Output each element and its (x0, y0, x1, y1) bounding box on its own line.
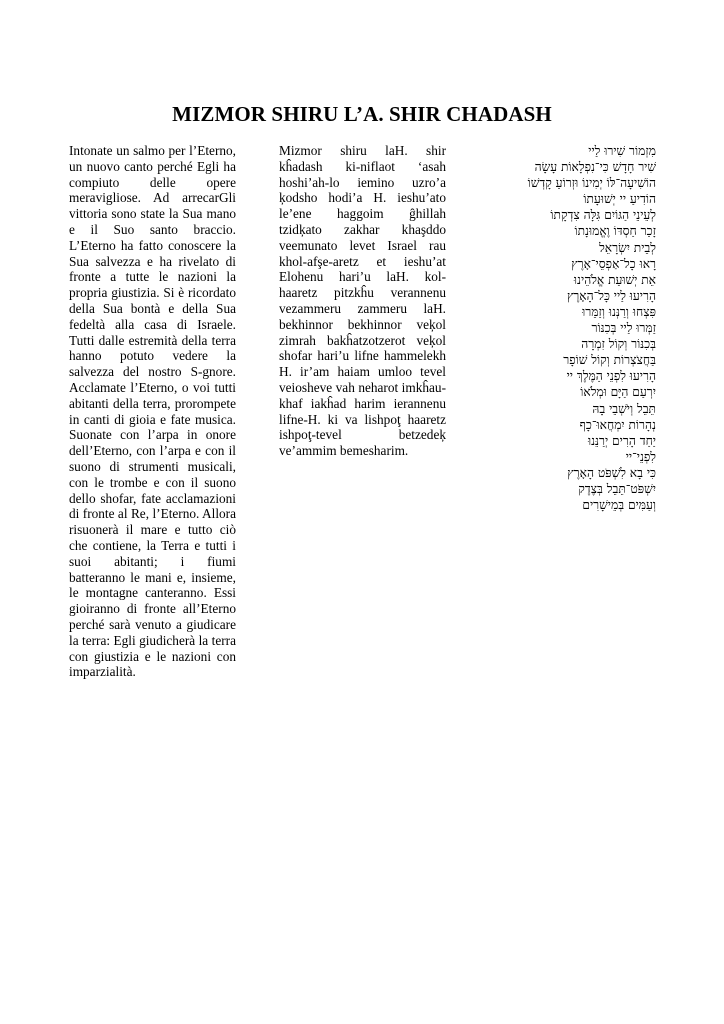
hebrew-line: בְּכִנּוֹר וְקוֹל זִמְרָה (581, 337, 656, 352)
hebrew-line: יִשְׁפֹּט־תֵּבֵל בְּצֶדֶק (578, 481, 656, 496)
transliteration-text: Mizmor shiru laH. shir kĥadash ki-niflaot ‘asah hoshi’ah-lo iemino uzro’a ķodsho hodi’a H. ieshu’ato le’ene haggoim ĝhillah tzidķato zakhar khaşddo veemunato levet Israel rau khol-afşe-aretz et ieshu’at Elohenu hari’u laH. kol-haaretz pitzkĥu verannenu vezammeru zammeru laH. bekhinnor bekhinnor veķol zimrah bakĥatzotzerot veķol shofar hari’u lifne hammelekh H. ir’am haiam umloo tevel veiosheve vah neharot imkĥau-khaf iakĥad harim ierannenu lifne-H. ki va lishpoţ haaretz ishpoţ-tevel betzedeķ ve’ammim bemesharim. (279, 143, 446, 459)
hebrew-line: שִׁיר חָדָשׁ כִּי־נִפְלָאוֹת עָשָׂה (534, 160, 656, 175)
page-title: MIZMOR SHIRU L’A. SHIR CHADASH (172, 102, 552, 127)
hebrew-line: נְהָרוֹת יִמְחֲאוּ־כָף (579, 417, 656, 432)
hebrew-line: לְבֵית יִשְׂרָאֵל (599, 240, 656, 255)
hebrew-line: לִפְנֵי־יי (625, 449, 656, 464)
hebrew-line: פִּצְחוּ וְרַנְּנוּ וְזַמֵּרוּ (582, 304, 656, 319)
transliteration-column (279, 143, 446, 459)
hebrew-text-column (484, 143, 656, 513)
hebrew-line: הָרִיעוּ לַיי כָּל־הָאָרֶץ (566, 288, 656, 303)
hebrew-line: רָאוּ כָל־אַפְסֵי־אָרֶץ (571, 256, 656, 271)
hebrew-line: הוֹשִׁיעָה־לּוֹ יְמִינוֹ וּזְרוֹעַ קָדְשׁוֹ (527, 176, 656, 191)
hebrew-line: תֵּבֵל וְיֹשְׁבֵי בָהּ (592, 401, 656, 416)
hebrew-line: הוֹדִיעַ יי יְשׁוּעָתוֹ (583, 192, 656, 207)
hebrew-line: זָכַר חַסְדּוֹ וֶאֱמוּנָתוֹ (574, 224, 656, 239)
hebrew-line: בַּחֲצֹצְרוֹת וְקוֹל שׁוֹפָר (563, 353, 656, 368)
hebrew-line: מִזְמוֹר שִׁירוּ לַיי (588, 144, 656, 158)
hebrew-line: הָרִיעוּ לִפְנֵי הַמֶּלֶךְ יי (566, 369, 656, 384)
hebrew-line: וְעַמִּים בְּמֵישָׁרִים (582, 498, 656, 513)
hebrew-line: כִּי בָא לִשְׁפֹּט הָאָרֶץ (567, 465, 656, 480)
hebrew-line: לְעֵינֵי הַגּוֹיִם גִּלָּה צִדְקָתוֹ (550, 208, 656, 223)
hebrew-line: יַחַד הָרִים יְרַנֵּנוּ (587, 433, 656, 448)
italian-text: Intonate un salmo per l’Eterno, un nuovo canto perché Egli ha compiuto delle opere meravigliose. Ad arrecarGli vittoria sono state la Sua mano e il Suo santo braccio. L’Eterno ha fatto conoscere la Sua salvezza e ha rivelato di fronte a tutte le nazioni la propria giustizia. Si è ricordato della Sua bontà e della Sua fedeltà alla casa di Israele. Tutti dalle estremità della terra hanno potuto vedere la salvezza del nostro S-gnore. Acclamate l’Eterno, o voi tutti abitanti della terra, prorompete in canti di gioia e fate musica. Suonate con l’arpa in onore dell’Eterno, con l’arpa e con il suono di strumenti musicali, con le trombe e con il suono dello shofar, fate acclamazioni di fronte al Re, l’Eterno. Allora risuonerà il mare e tutto ciò che contiene, la Terra e tutti i suoi abitanti; i fiumi batteranno le mani e, insieme, le montagne canteranno. Essi gioiranno di fronte all’Eterno perché sarà venuto a giudicare la terra: Egli giudicherà la terra con giustizia e le nazioni con imparzialità. (69, 143, 236, 680)
hebrew-line: יִרְעַם הַיָּם וּמְלֹאוֹ (580, 385, 656, 400)
hebrew-line: זַמְּרוּ לַיי בְּכִנּוֹר (591, 321, 656, 336)
hebrew-line: אֵת יְשׁוּעַת אֱלֹהֵינוּ (573, 272, 656, 287)
italian-translation-column (69, 143, 236, 680)
